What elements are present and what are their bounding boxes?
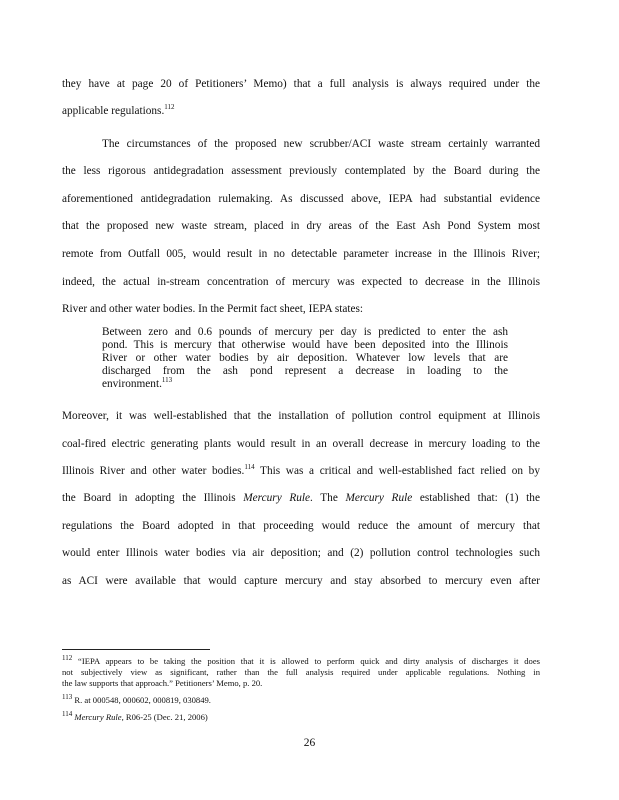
body-line-16: as ACI were available that would capture mercury and stay absorbed to mercury even after — [62, 575, 540, 587]
mercury-rule-citation: Mercury Rule — [243, 492, 311, 504]
footnote-112-line-2: not subjectively view as significant, rather than the full analysis required under applicable regulations. Nothing in — [62, 667, 540, 677]
footnote-112-line-1: $^{112}$ “IEPA appears to be taking the position that it is allowed to perform quick and dirty analysis of discharges it does — [62, 654, 540, 666]
footnote-113: $^{113}$ R. at 000548, 000602, 000819, 030849. — [62, 693, 211, 705]
block-quote-line-3: River or other water bodies by air deposition. Whatever low levels that are — [102, 352, 508, 364]
page-number: 26 — [303, 737, 316, 749]
footnote-114-title: Mercury Rule — [74, 712, 122, 722]
body-line-2: applicable regulations.$^{112}$ — [62, 103, 175, 117]
body-line-1: they have at page 20 of Petitioners’ Memo) that a full analysis is always required under the — [62, 78, 540, 90]
block-quote-line-1: Between zero and 0.6 pounds of mercury per day is predicted to enter the ash — [102, 326, 508, 338]
body-line-9: River and other water bodies. In the Permit fact sheet, IEPA states: — [62, 303, 364, 315]
body-line-3: The circumstances of the proposed new scrubber/ACI waste stream certainly warranted — [102, 138, 540, 150]
footnote-number: 113 — [62, 693, 73, 702]
block-quote-line-4: discharged from the ash pond represent a decrease in loading to the — [102, 365, 508, 377]
footnote-divider — [62, 649, 210, 650]
footnote-ref-113: 113 — [161, 376, 173, 385]
body-line-11: coal-fired electric generating plants would result in an overall decrease in mercury loading to the — [62, 438, 540, 450]
body-line-13: the Board in adopting the Illinois Mercury Rule. The Mercury Rule established that: (1) the — [62, 492, 540, 504]
footnote-ref-114: 114 — [244, 463, 255, 472]
body-line-12: Illinois River and other water bodies.$^{114}$ This was a critical and well-established fact relied on by — [62, 463, 540, 477]
footnote-114: $^{114}$ Mercury Rule, R06-25 (Dec. 21, 2006) — [62, 710, 208, 722]
footnote-ref-112: 112 — [164, 103, 175, 112]
body-line-14: regulations the Board adopted in that proceeding would reduce the amount of mercury that — [62, 520, 540, 532]
body-line-10: Moreover, it was well-established that the installation of pollution control equipment at Illinois — [62, 410, 540, 422]
block-quote-line-5: environment.$^{113}$ — [102, 376, 173, 390]
mercury-rule-citation-2: Mercury Rule — [345, 492, 413, 504]
body-line-4: the less rigorous antidegradation assessment previously contemplated by the Board during the — [62, 165, 540, 177]
body-line-6: that the proposed new waste stream, placed in dry areas of the East Ash Pond System most — [62, 220, 540, 232]
body-line-8: indeed, the actual in-stream concentration of mercury was expected to decrease in the Illinois — [62, 276, 540, 288]
body-line-5: aforementioned antidegradation rulemaking. As discussed above, IEPA had substantial evidence — [62, 193, 540, 205]
body-line-15: would enter Illinois water bodies via air deposition; and (2) pollution control technologies such — [62, 547, 540, 559]
block-quote-line-2: pond. This is mercury that otherwise would have been deposited into the Illinois — [102, 339, 508, 351]
footnote-number: 114 — [62, 710, 73, 719]
body-line-7: remote from Outfall 005, would result in no detectable parameter increase in the Illinois River; — [62, 248, 540, 260]
footnote-number: 112 — [62, 654, 73, 663]
footnote-112-line-3: the law supports that approach.” Petitioners’ Memo, p. 20. — [62, 678, 263, 688]
